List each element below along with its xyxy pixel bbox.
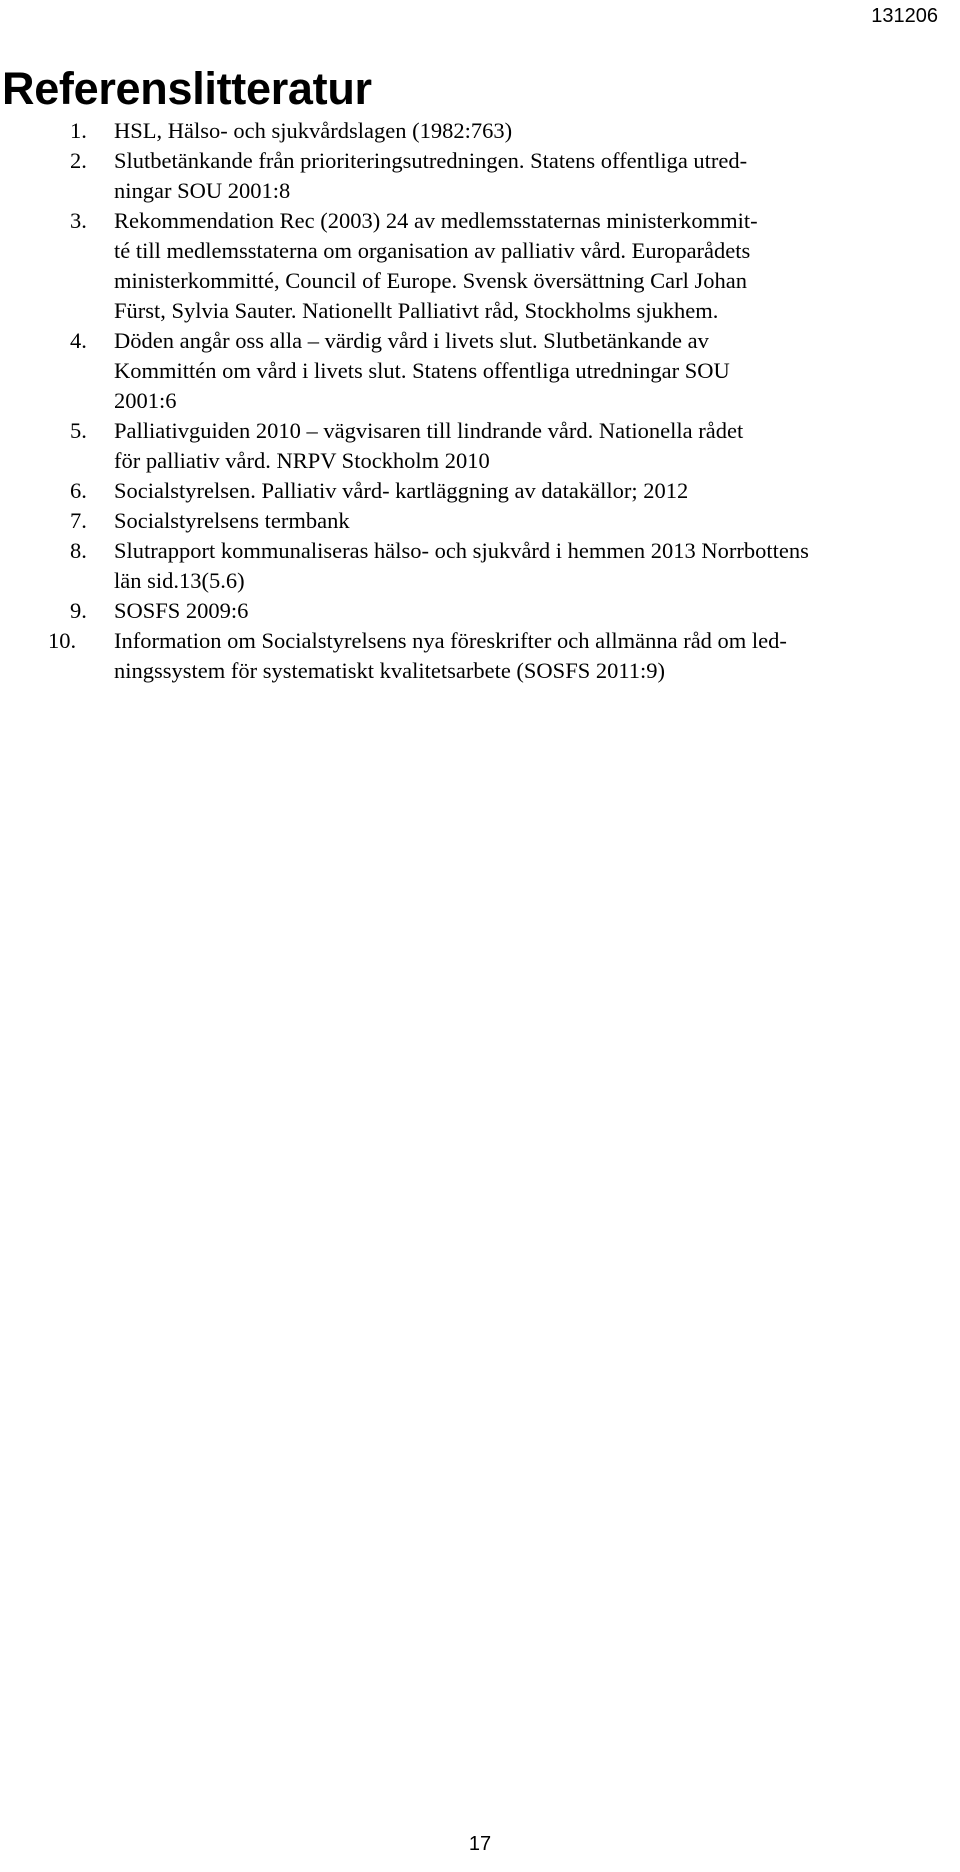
reference-text-line: ningssystem för systematiskt kvalitetsarbete (SOSFS 2011:9): [114, 658, 666, 683]
reference-text-line: Slutbetänkande från prioriteringsutredningen. Statens offentliga utred-: [114, 148, 748, 173]
reference-item: [0, 326, 960, 416]
reference-text: [114, 506, 954, 536]
reference-item: [0, 536, 960, 596]
reference-text-line: för palliativ vård. NRPV Stockholm 2010: [114, 448, 490, 473]
reference-item: [0, 146, 960, 206]
reference-text-line: 2001:6: [114, 388, 177, 413]
reference-text-line: Socialstyrelsens termbank: [114, 508, 350, 533]
reference-text-line: Fürst, Sylvia Sauter. Nationellt Palliativt råd, Stockholms sjukhem.: [114, 298, 719, 323]
reference-text-line: té till medlemsstaterna om organisation av palliativ vård. Europarådets: [114, 238, 751, 263]
reference-item: [0, 116, 960, 146]
reference-item: [0, 206, 960, 326]
reference-number: 6.: [70, 478, 87, 503]
page-title: Referenslitteratur: [2, 63, 372, 114]
reference-text-line: Rekommendation Rec (2003) 24 av medlemsstaternas ministerkommit-: [114, 208, 758, 233]
reference-text: [114, 416, 954, 476]
reference-text: [114, 206, 954, 326]
reference-text-line: HSL, Hälso- och sjukvårdslagen (1982:763): [114, 118, 513, 143]
reference-number: 8.: [70, 538, 87, 563]
reference-text-line: Information om Socialstyrelsens nya föreskrifter och allmänna råd om led-: [114, 628, 787, 653]
reference-text-line: Döden angår oss alla – värdig vård i livets slut. Slutbetänkande av: [114, 328, 709, 353]
reference-text-line: ministerkommitté, Council of Europe. Svensk översättning Carl Johan: [114, 268, 748, 293]
reference-text-line: Slutrapport kommunaliseras hälso- och sjukvård i hemmen 2013 Norrbottens: [114, 538, 809, 563]
reference-text: [114, 146, 954, 206]
reference-text: [114, 626, 954, 686]
reference-number: 9.: [70, 598, 87, 623]
reference-text: [114, 116, 954, 146]
reference-list: [0, 116, 960, 686]
reference-item: [0, 626, 960, 686]
reference-text-line: Kommittén om vård i livets slut. Statens offentliga utredningar SOU: [114, 358, 730, 383]
reference-number: 1.: [70, 118, 87, 143]
reference-text: [114, 536, 954, 596]
reference-item: [0, 596, 960, 626]
reference-text-line: Socialstyrelsen. Palliativ vård- kartläggning av datakällor; 2012: [114, 478, 689, 503]
reference-number: 5.: [70, 418, 87, 443]
reference-number: 3.: [70, 208, 87, 233]
reference-text-line: län sid.13(5.6): [114, 568, 245, 593]
page-number: 17: [468, 1833, 492, 1855]
reference-text-line: SOSFS 2009:6: [114, 598, 249, 623]
reference-item: [0, 416, 960, 476]
reference-number: 4.: [70, 328, 87, 353]
document-code: 131206: [871, 5, 938, 27]
reference-number: 10.: [48, 628, 77, 653]
reference-text: [114, 476, 954, 506]
reference-number: 2.: [70, 148, 87, 173]
reference-item: [0, 506, 960, 536]
reference-number: 7.: [70, 508, 87, 533]
reference-text-line: ningar SOU 2001:8: [114, 178, 291, 203]
reference-text-line: Palliativguiden 2010 – vägvisaren till lindrande vård. Nationella rådet: [114, 418, 744, 443]
reference-item: [0, 476, 960, 506]
reference-text: [114, 326, 954, 416]
reference-text: [114, 596, 954, 626]
